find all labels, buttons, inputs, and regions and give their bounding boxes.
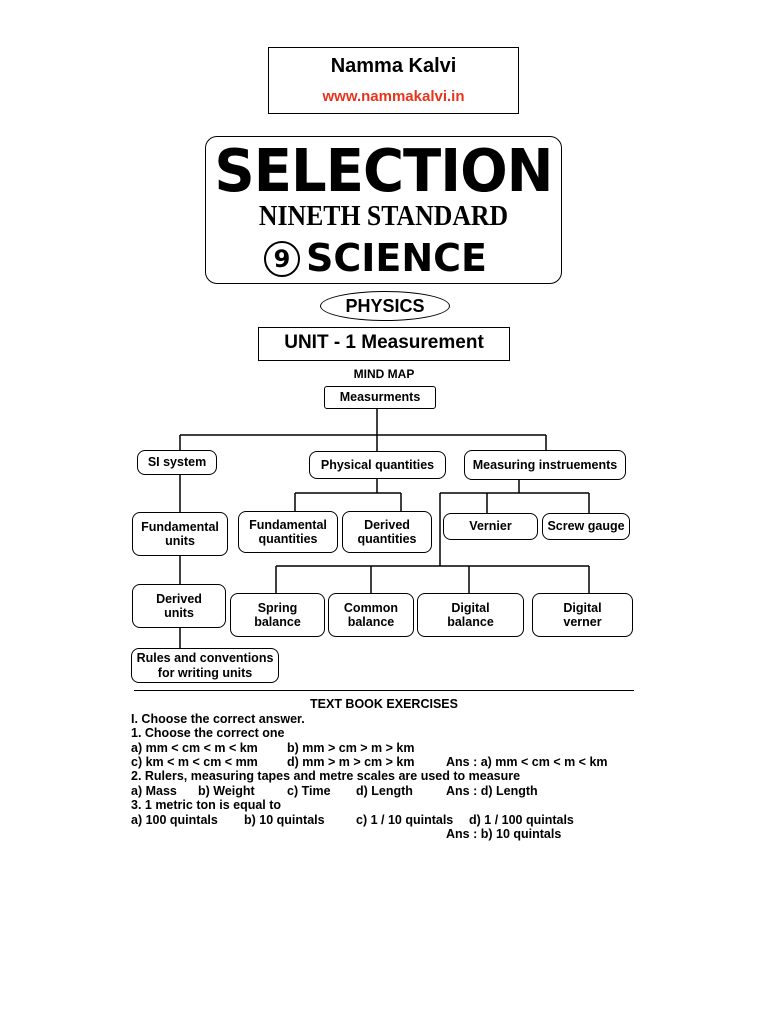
q3-answer: Ans : b) 10 quintals bbox=[446, 827, 562, 841]
node-fundamental-quantities: Fundamental quantities bbox=[238, 511, 338, 553]
q3-option-a: a) 100 quintals bbox=[131, 813, 218, 827]
q1-option-a: a) mm < cm < m < km bbox=[131, 741, 258, 755]
q1-option-c: c) km < m < cm < mm bbox=[131, 755, 258, 769]
node-rules-conventions: Rules and conventions for writing units bbox=[131, 648, 279, 683]
site-title: Namma Kalvi bbox=[330, 55, 457, 77]
subject-label: SCIENCE bbox=[306, 236, 488, 280]
q1-option-d: d) mm > m > cm > km bbox=[287, 755, 415, 769]
node-derived-units: Derived units bbox=[132, 584, 226, 628]
node-screw-gauge: Screw gauge bbox=[542, 513, 630, 540]
standard-title: NINETH STANDARD bbox=[258, 201, 509, 232]
q2-option-c: c) Time bbox=[287, 784, 331, 798]
question-2: 2. Rulers, measuring tapes and metre scales are used to measure bbox=[131, 769, 521, 783]
site-url-link[interactable]: www.nammakalvi.in bbox=[322, 88, 465, 105]
q1-answer: Ans : a) mm < cm < m < km bbox=[446, 755, 608, 769]
question-1: 1. Choose the correct one bbox=[131, 726, 285, 740]
node-measurements: Measurments bbox=[324, 386, 436, 409]
node-digital-verner: Digital verner bbox=[532, 593, 633, 637]
circled-number-icon: 9 bbox=[264, 241, 300, 277]
q2-option-b: b) Weight bbox=[198, 784, 255, 798]
branch-badge: PHYSICS bbox=[320, 291, 450, 321]
node-vernier: Vernier bbox=[443, 513, 538, 540]
node-spring-balance: Spring balance bbox=[230, 593, 325, 637]
q2-answer: Ans : d) Length bbox=[446, 784, 538, 798]
selection-title: SELECTION bbox=[214, 137, 553, 206]
q2-option-d: d) Length bbox=[356, 784, 413, 798]
unit-title: UNIT - 1 Measurement bbox=[258, 327, 510, 361]
q3-option-b: b) 10 quintals bbox=[244, 813, 325, 827]
question-3: 3. 1 metric ton is equal to bbox=[131, 798, 282, 812]
section-divider bbox=[134, 690, 634, 691]
node-common-balance: Common balance bbox=[328, 593, 414, 637]
section-heading: I. Choose the correct answer. bbox=[131, 712, 305, 726]
node-measuring-instruments: Measuring instruements bbox=[464, 450, 626, 480]
node-digital-balance: Digital balance bbox=[417, 593, 524, 637]
q1-option-b: b) mm > cm > m > km bbox=[287, 741, 415, 755]
node-fundamental-units: Fundamental units bbox=[132, 512, 228, 556]
q2-option-a: a) Mass bbox=[131, 784, 177, 798]
mind-map-title: MIND MAP bbox=[353, 367, 415, 381]
q3-option-d: d) 1 / 100 quintals bbox=[469, 813, 574, 827]
exercises-heading: TEXT BOOK EXERCISES bbox=[310, 697, 458, 711]
q3-option-c: c) 1 / 10 quintals bbox=[356, 813, 454, 827]
node-derived-quantities: Derived quantities bbox=[342, 511, 432, 553]
node-physical-quantities: Physical quantities bbox=[309, 451, 446, 479]
node-si-system: SI system bbox=[137, 450, 217, 475]
